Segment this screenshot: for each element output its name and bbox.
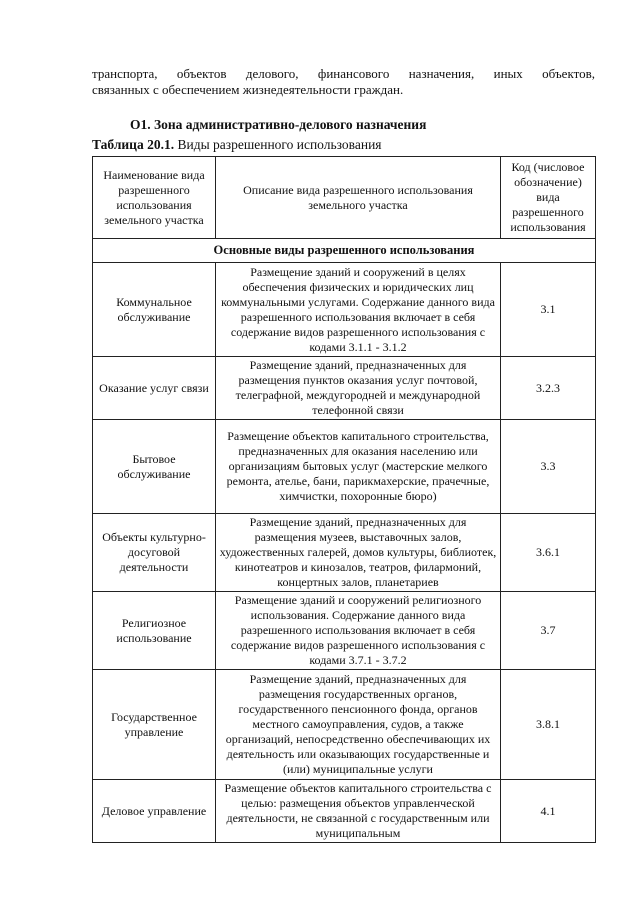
cell-description: Размещение объектов капитального строительства, предназначенных для оказания населению или организациям бытовых услуг (мастерские мелкого ремонта, ателье, бани, парикмахерские, прачечные, химчистки, похоронные бюро): [216, 420, 501, 514]
cell-description: Размещение зданий и сооружений религиозного использования. Содержание данного вида разрешенного использования включает в себя содержание видов разрешенного использования с кодами 3.7.1 - 3.7.2: [216, 592, 501, 670]
table-row: [93, 420, 596, 514]
table-header-row: [93, 157, 596, 239]
header-name: Наименование вида разрешенного использования земельного участка: [93, 157, 216, 239]
table-caption: [92, 137, 382, 153]
intro-line-2: связанных с обеспечением жизнедеятельности граждан.: [92, 82, 404, 97]
table-caption-text: Виды разрешенного использования: [174, 137, 382, 152]
cell-code: 3.8.1: [501, 670, 596, 780]
section-title: Основные виды разрешенного использования: [93, 239, 596, 263]
cell-name: Объекты культурно-досуговой деятельности: [93, 514, 216, 592]
cell-description: Размещение зданий, предназначенных для размещения пунктов оказания услуг почтовой, телеграфной, междугородней и международной телефонной связи: [216, 357, 501, 420]
table-row: [93, 592, 596, 670]
cell-name: Государственное управление: [93, 670, 216, 780]
zone-heading: О1. Зона административно-делового назначения: [130, 117, 427, 132]
table-row: [93, 357, 596, 420]
intro-paragraph: [92, 66, 595, 98]
cell-code: 3.7: [501, 592, 596, 670]
cell-code: 3.3: [501, 420, 596, 514]
cell-name: Оказание услуг связи: [93, 357, 216, 420]
permitted-uses-table: [92, 156, 596, 843]
cell-code: 3.1: [501, 263, 596, 357]
cell-name: Коммунальное обслуживание: [93, 263, 216, 357]
cell-description: Размещение зданий, предназначенных для размещения государственных органов, государственного пенсионного фонда, органов местного самоуправления, судов, а также организаций, непосредственно обеспечивающих их деятельность или оказывающих государственные и (или) муниципальные услуги: [216, 670, 501, 780]
cell-description: Размещение объектов капитального строительства с целью: размещения объектов управленческой деятельности, не связанной с государственным или муниципальным: [216, 780, 501, 843]
cell-code: 3.6.1: [501, 514, 596, 592]
header-code: Код (числовое обозначение) вида разрешенного использования: [501, 157, 596, 239]
intro-line-1: транспорта, объектов делового, финансового назначения, иных объектов,: [92, 66, 595, 81]
table-row: [93, 263, 596, 357]
table-row: [93, 670, 596, 780]
cell-name: Деловое управление: [93, 780, 216, 843]
header-description: Описание вида разрешенного использования земельного участка: [216, 157, 501, 239]
table-row: [93, 780, 596, 843]
cell-name: Религиозное использование: [93, 592, 216, 670]
cell-description: Размещение зданий и сооружений в целях обеспечения физических и юридических лиц коммунальными услугами. Содержание данного вида разрешенного использования включает в себя содержание видов разрешенного использования с кодами 3.1.1 - 3.1.2: [216, 263, 501, 357]
cell-code: 3.2.3: [501, 357, 596, 420]
cell-description: Размещение зданий, предназначенных для размещения музеев, выставочных залов, художественных галерей, домов культуры, библиотек, кинотеатров и кинозалов, театров, филармоний, концертных залов, планетариев: [216, 514, 501, 592]
section-row: [93, 239, 596, 263]
table-row: [93, 514, 596, 592]
cell-code: 4.1: [501, 780, 596, 843]
table-caption-label: Таблица 20.1.: [92, 137, 175, 152]
cell-name: Бытовое обслуживание: [93, 420, 216, 514]
